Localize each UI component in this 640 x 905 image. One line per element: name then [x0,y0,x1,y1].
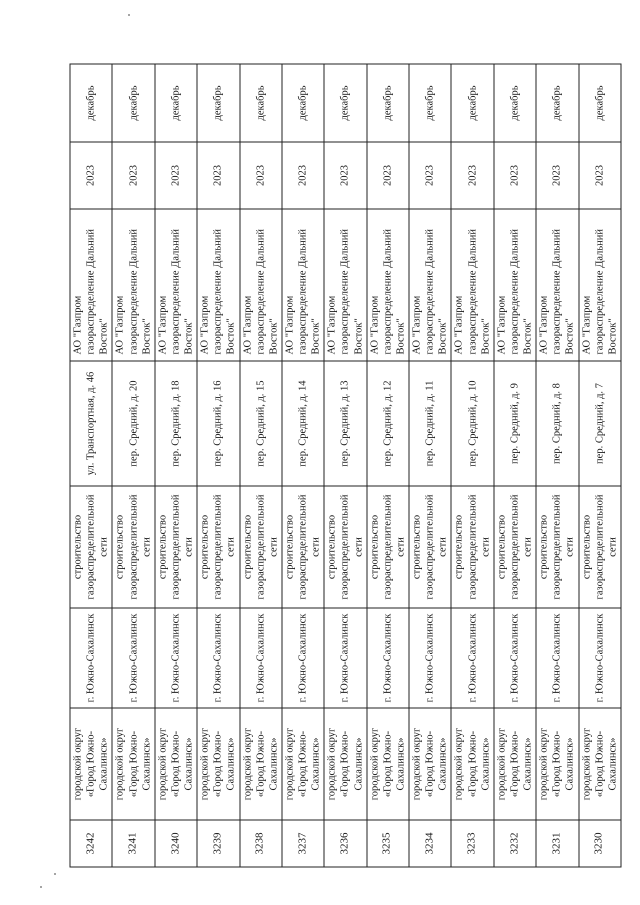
year-cell: 2023 [578,142,620,209]
year-cell: 2023 [112,142,154,209]
organization-cell: АО "Газпром газораспределение Дальний Восток" [578,209,620,361]
organization-cell: АО "Газпром газораспределение Дальний Восток" [112,209,154,361]
month-cell: декабрь [493,64,535,142]
work-type-cell: строительство газораспределительной сети [197,486,239,608]
city-cell: г. Южно-Сахалинск [324,608,366,708]
month-cell: декабрь [409,64,451,142]
municipality-cell: городской округ «Город Южно-Сахалинск» [493,708,535,820]
table-row [451,64,493,867]
month-cell: декабрь [578,64,620,142]
row-number-cell: 3230 [578,820,620,867]
table-body [70,64,621,867]
address-cell: пер. Средний, д. 20 [112,361,154,486]
municipality-cell: городской округ «Город Южно-Сахалинск» [451,708,493,820]
work-type-cell: строительство газораспределительной сети [536,486,578,608]
year-cell: 2023 [493,142,535,209]
table-row [324,64,366,867]
year-cell: 2023 [536,142,578,209]
table-row [70,64,112,867]
city-cell: г. Южно-Сахалинск [536,608,578,708]
organization-cell: АО "Газпром газораспределение Дальний Восток" [366,209,408,361]
city-cell: г. Южно-Сахалинск [493,608,535,708]
city-cell: г. Южно-Сахалинск [112,608,154,708]
organization-cell: АО "Газпром газораспределение Дальний Восток" [70,209,112,361]
municipality-cell: городской округ «Город Южно-Сахалинск» [366,708,408,820]
organization-cell: АО "Газпром газораспределение Дальний Восток" [197,209,239,361]
city-cell: г. Южно-Сахалинск [366,608,408,708]
month-cell: декабрь [197,64,239,142]
city-cell: г. Южно-Сахалинск [578,608,620,708]
year-cell: 2023 [70,142,112,209]
table-row [493,64,535,867]
table-row [281,64,323,867]
row-number-cell: 3234 [409,820,451,867]
month-cell: декабрь [324,64,366,142]
work-type-cell: строительство газораспределительной сети [366,486,408,608]
organization-cell: АО "Газпром газораспределение Дальний Восток" [409,209,451,361]
municipality-cell: городской округ «Город Южно-Сахалинск» [578,708,620,820]
address-cell: пер. Средний, д. 7 [578,361,620,486]
address-cell: пер. Средний, д. 12 [366,361,408,486]
work-type-cell: строительство газораспределительной сети [70,486,112,608]
scan-speck [40,886,42,888]
month-cell: декабрь [239,64,281,142]
address-cell: пер. Средний, д. 9 [493,361,535,486]
address-cell: пер. Средний, д. 11 [409,361,451,486]
year-cell: 2023 [451,142,493,209]
address-cell: пер. Средний, д. 8 [536,361,578,486]
address-cell: пер. Средний, д. 10 [451,361,493,486]
year-cell: 2023 [197,142,239,209]
rotated-table-frame [69,65,618,868]
organization-cell: АО "Газпром газораспределение Дальний Восток" [154,209,196,361]
month-cell: декабрь [70,64,112,142]
row-number-cell: 3232 [493,820,535,867]
table-row [154,64,196,867]
row-number-cell: 3241 [112,820,154,867]
municipality-cell: городской округ «Город Южно-Сахалинск» [324,708,366,820]
row-number-cell: 3242 [70,820,112,867]
year-cell: 2023 [154,142,196,209]
organization-cell: АО "Газпром газораспределение Дальний Восток" [239,209,281,361]
organization-cell: АО "Газпром газораспределение Дальний Восток" [451,209,493,361]
month-cell: декабрь [536,64,578,142]
work-type-cell: строительство газораспределительной сети [578,486,620,608]
year-cell: 2023 [281,142,323,209]
city-cell: г. Южно-Сахалинск [197,608,239,708]
address-cell: пер. Средний, д. 13 [324,361,366,486]
row-number-cell: 3238 [239,820,281,867]
municipality-cell: городской округ «Город Южно-Сахалинск» [281,708,323,820]
month-cell: декабрь [451,64,493,142]
address-cell: пер. Средний, д. 14 [281,361,323,486]
scan-speck [128,14,130,16]
year-cell: 2023 [409,142,451,209]
row-number-cell: 3237 [281,820,323,867]
organization-cell: АО "Газпром газораспределение Дальний Восток" [324,209,366,361]
work-type-cell: строительство газораспределительной сети [451,486,493,608]
municipality-cell: городской округ «Город Южно-Сахалинск» [536,708,578,820]
work-type-cell: строительство газораспределительной сети [112,486,154,608]
table-row [366,64,408,867]
address-cell: ул. Транспортная, д. 46 [70,361,112,486]
month-cell: декабрь [112,64,154,142]
table-row [239,64,281,867]
row-number-cell: 3236 [324,820,366,867]
city-cell: г. Южно-Сахалинск [239,608,281,708]
municipality-cell: городской округ «Город Южно-Сахалинск» [112,708,154,820]
row-number-cell: 3235 [366,820,408,867]
city-cell: г. Южно-Сахалинск [154,608,196,708]
table-row [536,64,578,867]
table-row [409,64,451,867]
city-cell: г. Южно-Сахалинск [281,608,323,708]
row-number-cell: 3240 [154,820,196,867]
scan-speck [54,873,56,875]
month-cell: декабрь [281,64,323,142]
municipality-cell: городской округ «Город Южно-Сахалинск» [154,708,196,820]
municipality-cell: городской округ «Город Южно-Сахалинск» [197,708,239,820]
row-number-cell: 3231 [536,820,578,867]
year-cell: 2023 [239,142,281,209]
table-row [112,64,154,867]
organization-cell: АО "Газпром газораспределение Дальний Восток" [536,209,578,361]
month-cell: декабрь [154,64,196,142]
city-cell: г. Южно-Сахалинск [451,608,493,708]
gasification-schedule-table [69,64,621,868]
table-row [197,64,239,867]
organization-cell: АО "Газпром газораспределение Дальний Восток" [493,209,535,361]
work-type-cell: строительство газораспределительной сети [324,486,366,608]
municipality-cell: городской округ «Город Южно-Сахалинск» [239,708,281,820]
work-type-cell: строительство газораспределительной сети [154,486,196,608]
table-row [578,64,620,867]
month-cell: декабрь [366,64,408,142]
row-number-cell: 3239 [197,820,239,867]
work-type-cell: строительство газораспределительной сети [239,486,281,608]
municipality-cell: городской округ «Город Южно-Сахалинск» [70,708,112,820]
address-cell: пер. Средний, д. 15 [239,361,281,486]
municipality-cell: городской округ «Город Южно-Сахалинск» [409,708,451,820]
work-type-cell: строительство газораспределительной сети [409,486,451,608]
year-cell: 2023 [324,142,366,209]
address-cell: пер. Средний, д. 18 [154,361,196,486]
city-cell: г. Южно-Сахалинск [409,608,451,708]
work-type-cell: строительство газораспределительной сети [493,486,535,608]
row-number-cell: 3233 [451,820,493,867]
work-type-cell: строительство газораспределительной сети [281,486,323,608]
address-cell: пер. Средний, д. 16 [197,361,239,486]
city-cell: г. Южно-Сахалинск [70,608,112,708]
organization-cell: АО "Газпром газораспределение Дальний Восток" [281,209,323,361]
year-cell: 2023 [366,142,408,209]
